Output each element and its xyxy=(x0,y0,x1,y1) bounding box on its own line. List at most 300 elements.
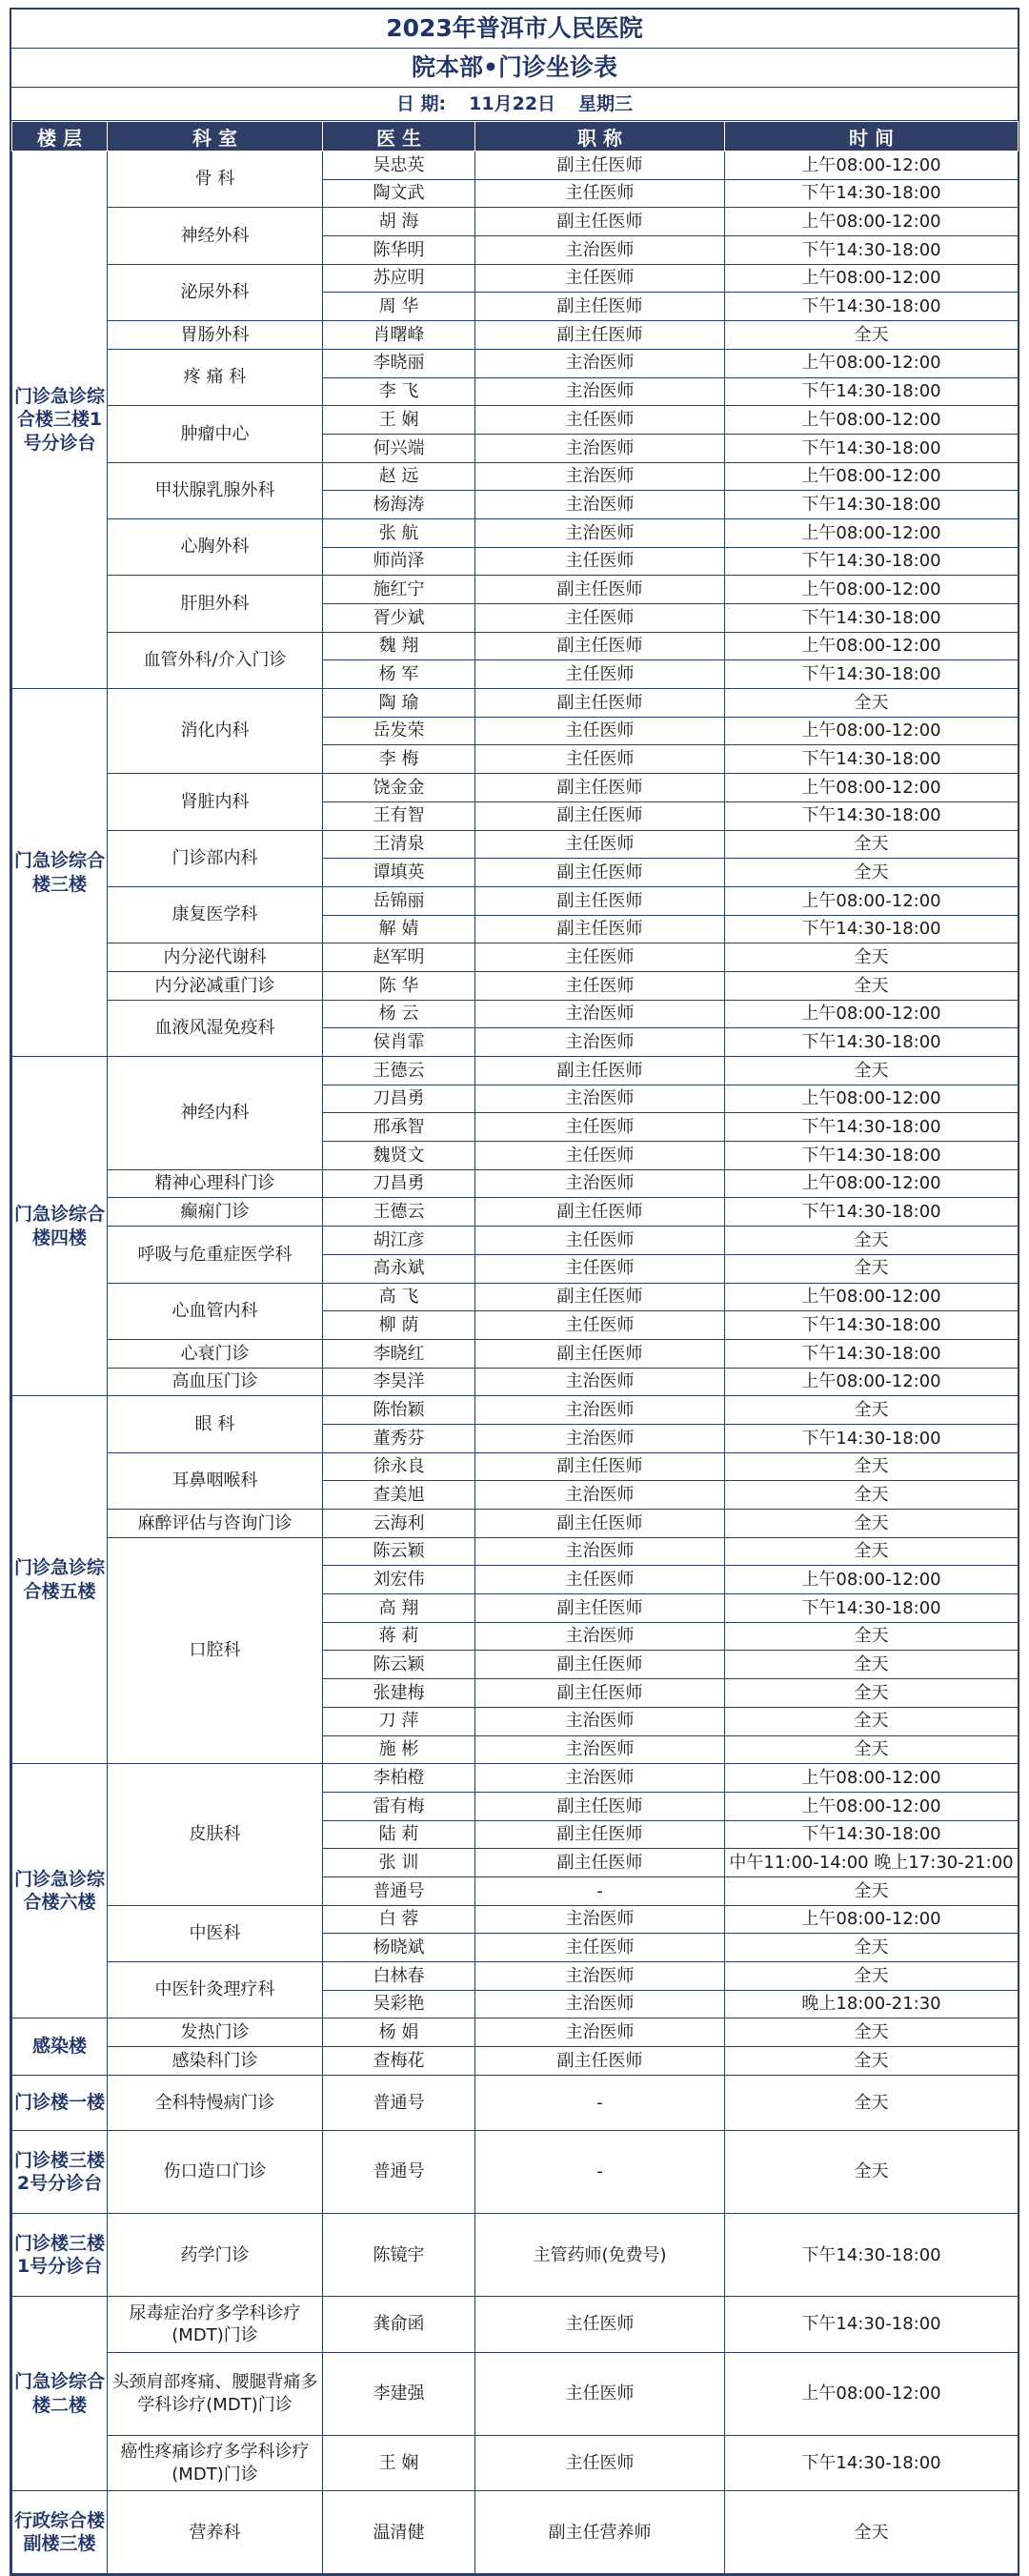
title-cell: 副主任医师 xyxy=(475,1198,725,1227)
doctor-cell: 刀昌勇 xyxy=(323,1169,475,1198)
title-cell: 主任医师 xyxy=(475,264,725,293)
department-cell: 胃肠外科 xyxy=(108,321,323,350)
table-row xyxy=(12,2047,1019,2076)
title-cell: 主任医师 xyxy=(475,1566,725,1594)
table-row xyxy=(12,264,1019,293)
time-cell: 全天 xyxy=(725,2075,1019,2130)
title-cell: 主治医师 xyxy=(475,491,725,519)
doctor-cell: 徐永良 xyxy=(323,1452,475,1481)
date-bar xyxy=(11,88,1018,121)
title-cell: 主治医师 xyxy=(475,1905,725,1934)
table-row xyxy=(12,1169,1019,1198)
time-cell: 全天 xyxy=(725,1057,1019,1085)
title-cell: 主治医师 xyxy=(475,2018,725,2047)
title-cell: 主任医师 xyxy=(475,943,725,972)
title-cell: 主任医师 xyxy=(475,2435,725,2490)
title-cell: 副主任医师 xyxy=(475,1452,725,1481)
table-row xyxy=(12,2075,1019,2130)
title-cell: 副主任医师 xyxy=(475,1594,725,1623)
title-cell: 副主任医师 xyxy=(475,886,725,915)
title-cell: 主治医师 xyxy=(475,1990,725,2018)
department-cell: 心衰门诊 xyxy=(108,1339,323,1368)
floor-cell: 门诊急诊综合楼五楼 xyxy=(12,1396,108,1764)
table-row xyxy=(12,462,1019,491)
time-cell: 下午14:30-18:00 xyxy=(725,236,1019,265)
page-title: 2023年普洱市人民医院 xyxy=(11,10,1018,49)
doctor-cell: 王清泉 xyxy=(323,830,475,859)
doctor-cell: 王 娴 xyxy=(323,406,475,435)
doctor-cell: 赵 远 xyxy=(323,462,475,491)
title-cell: 主任医师 xyxy=(475,2352,725,2435)
time-cell: 上午08:00-12:00 xyxy=(725,208,1019,236)
time-cell: 全天 xyxy=(725,1735,1019,1764)
title-cell: 主任医师 xyxy=(475,2297,725,2352)
doctor-cell: 杨 军 xyxy=(323,660,475,689)
doctor-cell: 陈镜宇 xyxy=(323,2214,475,2297)
time-cell: 全天 xyxy=(725,859,1019,887)
table-header-row xyxy=(12,122,1019,152)
table-row xyxy=(12,1198,1019,1227)
title-cell: 副主任医师 xyxy=(475,1820,725,1849)
column-header-doctor: 医 生 xyxy=(323,122,475,152)
page-subtitle: 院本部•门诊坐诊表 xyxy=(11,49,1018,88)
doctor-cell: 陶文武 xyxy=(323,179,475,208)
department-cell: 营养科 xyxy=(108,2491,323,2574)
department-cell: 头颈肩部疼痛、腰腿背痛多学科诊疗(MDT)门诊 xyxy=(108,2352,323,2435)
department-cell: 尿毒症治疗多学科诊疗(MDT)门诊 xyxy=(108,2297,323,2352)
title-cell: 副主任医师 xyxy=(475,1679,725,1708)
time-cell: 全天 xyxy=(725,943,1019,972)
time-cell: 下午14:30-18:00 xyxy=(725,660,1019,689)
table-row xyxy=(12,632,1019,660)
title-cell: 主治医师 xyxy=(475,1764,725,1793)
time-cell: 全天 xyxy=(725,321,1019,350)
title-cell: 主治医师 xyxy=(475,1424,725,1452)
department-cell: 肾脏内科 xyxy=(108,774,323,830)
table-row xyxy=(12,689,1019,718)
doctor-cell: 雷有梅 xyxy=(323,1792,475,1820)
doctor-cell: 胥少斌 xyxy=(323,604,475,633)
doctor-cell: 李晓红 xyxy=(323,1339,475,1368)
title-cell: 副主任医师 xyxy=(475,859,725,887)
department-cell: 全科特慢病门诊 xyxy=(108,2075,323,2130)
time-cell: 全天 xyxy=(725,1452,1019,1481)
floor-cell: 门诊楼一楼 xyxy=(12,2075,108,2130)
time-cell: 上午08:00-12:00 xyxy=(725,1792,1019,1820)
title-cell: 主任医师 xyxy=(475,547,725,576)
schedule-sheet xyxy=(10,8,1019,2576)
title-cell: 副主任医师 xyxy=(475,152,725,180)
table-row xyxy=(12,1537,1019,1566)
title-cell: 主治医师 xyxy=(475,1028,725,1057)
doctor-cell: 胡 海 xyxy=(323,208,475,236)
title-cell: 副主任医师 xyxy=(475,1339,725,1368)
column-header-title: 职 称 xyxy=(475,122,725,152)
doctor-cell: 柳 荫 xyxy=(323,1311,475,1340)
time-cell: 全天 xyxy=(725,2491,1019,2574)
table-row xyxy=(12,1764,1019,1793)
time-cell: 上午08:00-12:00 xyxy=(725,518,1019,547)
table-row xyxy=(12,886,1019,915)
time-cell: 下午14:30-18:00 xyxy=(725,1424,1019,1452)
title-cell: 副主任医师 xyxy=(475,801,725,830)
doctor-cell: 温清健 xyxy=(323,2491,475,2574)
title-cell: 主任医师 xyxy=(475,179,725,208)
time-cell: 上午08:00-12:00 xyxy=(725,2352,1019,2435)
title-cell: 副主任医师 xyxy=(475,915,725,943)
title-cell: 主任医师 xyxy=(475,971,725,1000)
doctor-cell: 蒋 莉 xyxy=(323,1622,475,1651)
doctor-cell: 谭填英 xyxy=(323,859,475,887)
title-cell: 副主任医师 xyxy=(475,2047,725,2076)
time-cell: 全天 xyxy=(725,1651,1019,1679)
department-cell: 内分泌减重门诊 xyxy=(108,971,323,1000)
time-cell: 上午08:00-12:00 xyxy=(725,462,1019,491)
title-cell: 主治医师 xyxy=(475,1707,725,1735)
doctor-cell: 胡江彦 xyxy=(323,1227,475,1255)
doctor-cell: 王有智 xyxy=(323,801,475,830)
department-cell: 发热门诊 xyxy=(108,2018,323,2047)
doctor-cell: 吴忠英 xyxy=(323,152,475,180)
table-row xyxy=(12,1339,1019,1368)
table-row xyxy=(12,1283,1019,1311)
department-cell: 精神心理科门诊 xyxy=(108,1169,323,1198)
doctor-cell: 龚俞函 xyxy=(323,2297,475,2352)
title-cell: 主治医师 xyxy=(475,518,725,547)
doctor-cell: 陈怡颖 xyxy=(323,1396,475,1425)
floor-cell: 门诊急诊综合楼三楼1号分诊台 xyxy=(12,152,108,689)
doctor-cell: 陆 莉 xyxy=(323,1820,475,1849)
title-cell: 副主任医师 xyxy=(475,1057,725,1085)
time-cell: 中午11:00-14:00 晚上17:30-21:00 xyxy=(725,1849,1019,1877)
title-cell: 主治医师 xyxy=(475,1622,725,1651)
time-cell: 上午08:00-12:00 xyxy=(725,774,1019,802)
doctor-cell: 魏贤文 xyxy=(323,1142,475,1170)
department-cell: 眼 科 xyxy=(108,1396,323,1452)
department-cell: 高血压门诊 xyxy=(108,1368,323,1396)
department-cell: 皮肤科 xyxy=(108,1764,323,1905)
table-row xyxy=(12,830,1019,859)
title-cell: 副主任医师 xyxy=(475,1283,725,1311)
time-cell: 上午08:00-12:00 xyxy=(725,1283,1019,1311)
doctor-cell: 吴彩艳 xyxy=(323,1990,475,2018)
floor-cell: 门急诊综合楼四楼 xyxy=(12,1057,108,1396)
title-cell: 副主任医师 xyxy=(475,1651,725,1679)
title-cell: 副主任医师 xyxy=(475,632,725,660)
table-row xyxy=(12,1227,1019,1255)
title-cell: 主任医师 xyxy=(475,1113,725,1142)
doctor-cell: 陈 华 xyxy=(323,971,475,1000)
department-cell: 消化内科 xyxy=(108,689,323,774)
doctor-cell: 肖曙峰 xyxy=(323,321,475,350)
time-cell: 下午14:30-18:00 xyxy=(725,1142,1019,1170)
time-cell: 下午14:30-18:00 xyxy=(725,801,1019,830)
doctor-cell: 师尚泽 xyxy=(323,547,475,576)
title-cell: 主治医师 xyxy=(475,236,725,265)
date-label: 日 期: xyxy=(395,93,447,114)
department-cell: 呼吸与危重症医学科 xyxy=(108,1227,323,1283)
doctor-cell: 陶 瑜 xyxy=(323,689,475,718)
doctor-cell: 普通号 xyxy=(323,1876,475,1905)
department-cell: 神经外科 xyxy=(108,208,323,264)
doctor-cell: 白林春 xyxy=(323,1962,475,1991)
table-row xyxy=(12,1057,1019,1085)
title-cell: 主治医师 xyxy=(475,1000,725,1028)
time-cell: 全天 xyxy=(725,1396,1019,1425)
table-row xyxy=(12,2435,1019,2490)
table-row xyxy=(12,406,1019,435)
doctor-cell: 杨海涛 xyxy=(323,491,475,519)
table-row xyxy=(12,321,1019,350)
title-cell: 主治医师 xyxy=(475,434,725,462)
doctor-cell: 普通号 xyxy=(323,2131,475,2214)
title-cell: 主治医师 xyxy=(475,1368,725,1396)
table-row xyxy=(12,208,1019,236)
time-cell: 上午08:00-12:00 xyxy=(725,886,1019,915)
time-cell: 上午08:00-12:00 xyxy=(725,1764,1019,1793)
department-cell: 康复医学科 xyxy=(108,886,323,943)
time-cell: 全天 xyxy=(725,1481,1019,1510)
title-cell: 主任医师 xyxy=(475,717,725,745)
time-cell: 上午08:00-12:00 xyxy=(725,349,1019,377)
doctor-cell: 高永斌 xyxy=(323,1254,475,1283)
title-cell: 主治医师 xyxy=(475,1481,725,1510)
time-cell: 全天 xyxy=(725,830,1019,859)
time-cell: 全天 xyxy=(725,2047,1019,2076)
department-cell: 肝胆外科 xyxy=(108,576,323,632)
department-cell: 中医科 xyxy=(108,1905,323,1961)
time-cell: 全天 xyxy=(725,2018,1019,2047)
time-cell: 下午14:30-18:00 xyxy=(725,1311,1019,1340)
time-cell: 上午08:00-12:00 xyxy=(725,1169,1019,1198)
department-cell: 感染科门诊 xyxy=(108,2047,323,2076)
title-cell: 主治医师 xyxy=(475,1537,725,1566)
doctor-cell: 李建强 xyxy=(323,2352,475,2435)
time-cell: 下午14:30-18:00 xyxy=(725,2435,1019,2490)
doctor-cell: 查梅花 xyxy=(323,2047,475,2076)
doctor-cell: 王德云 xyxy=(323,1057,475,1085)
time-cell: 全天 xyxy=(725,1622,1019,1651)
doctor-cell: 魏 翔 xyxy=(323,632,475,660)
department-cell: 泌尿外科 xyxy=(108,264,323,320)
department-cell: 麻醉评估与咨询门诊 xyxy=(108,1510,323,1538)
doctor-cell: 杨晓斌 xyxy=(323,1934,475,1962)
time-cell: 上午08:00-12:00 xyxy=(725,717,1019,745)
time-cell: 全天 xyxy=(725,1876,1019,1905)
doctor-cell: 白 蓉 xyxy=(323,1905,475,1934)
time-cell: 下午14:30-18:00 xyxy=(725,1339,1019,1368)
doctor-cell: 杨 云 xyxy=(323,1000,475,1028)
doctor-cell: 杨 娟 xyxy=(323,2018,475,2047)
floor-cell: 门急诊综合楼二楼 xyxy=(12,2297,108,2491)
table-row xyxy=(12,1905,1019,1934)
department-cell: 内分泌代谢科 xyxy=(108,943,323,972)
time-cell: 上午08:00-12:00 xyxy=(725,1905,1019,1934)
table-row xyxy=(12,1368,1019,1396)
doctor-cell: 王德云 xyxy=(323,1198,475,1227)
table-row xyxy=(12,2491,1019,2574)
doctor-cell: 李 飞 xyxy=(323,377,475,406)
time-cell: 下午14:30-18:00 xyxy=(725,1594,1019,1623)
title-cell: 副主任医师 xyxy=(475,774,725,802)
table-row xyxy=(12,1000,1019,1028)
schedule-table xyxy=(11,121,1019,2574)
doctor-cell: 董秀芬 xyxy=(323,1424,475,1452)
time-cell: 上午08:00-12:00 xyxy=(725,406,1019,435)
doctor-cell: 云海利 xyxy=(323,1510,475,1538)
time-cell: 下午14:30-18:00 xyxy=(725,179,1019,208)
title-cell: 副主任医师 xyxy=(475,1510,725,1538)
time-cell: 全天 xyxy=(725,971,1019,1000)
table-row xyxy=(12,1510,1019,1538)
title-cell: 主任医师 xyxy=(475,1934,725,1962)
floor-cell: 行政综合楼副楼三楼 xyxy=(12,2491,108,2574)
department-cell: 肿瘤中心 xyxy=(108,406,323,462)
floor-cell: 门诊楼三楼1号分诊台 xyxy=(12,2214,108,2297)
time-cell: 全天 xyxy=(725,1679,1019,1708)
time-cell: 下午14:30-18:00 xyxy=(725,745,1019,774)
date-value: 11月22日 xyxy=(469,93,556,114)
title-cell: 主任医师 xyxy=(475,604,725,633)
floor-cell: 感染楼 xyxy=(12,2018,108,2075)
doctor-cell: 饶金金 xyxy=(323,774,475,802)
title-cell: 主治医师 xyxy=(475,1396,725,1425)
time-cell: 全天 xyxy=(725,1537,1019,1566)
time-cell: 下午14:30-18:00 xyxy=(725,547,1019,576)
time-cell: 全天 xyxy=(725,1510,1019,1538)
table-row xyxy=(12,774,1019,802)
title-cell: 主任医师 xyxy=(475,660,725,689)
time-cell: 上午08:00-12:00 xyxy=(725,152,1019,180)
title-cell: - xyxy=(475,2075,725,2130)
department-cell: 药学门诊 xyxy=(108,2214,323,2297)
time-cell: 下午14:30-18:00 xyxy=(725,377,1019,406)
time-cell: 下午14:30-18:00 xyxy=(725,604,1019,633)
title-cell: 主治医师 xyxy=(475,1735,725,1764)
doctor-cell: 陈云颖 xyxy=(323,1537,475,1566)
department-cell: 骨 科 xyxy=(108,152,323,208)
title-cell: 主治医师 xyxy=(475,377,725,406)
weekday-value: 星期三 xyxy=(578,93,634,114)
title-cell: 副主任医师 xyxy=(475,1849,725,1877)
doctor-cell: 侯肖霏 xyxy=(323,1028,475,1057)
title-cell: 副主任医师 xyxy=(475,1792,725,1820)
table-row xyxy=(12,518,1019,547)
doctor-cell: 李昊洋 xyxy=(323,1368,475,1396)
table-row xyxy=(12,1452,1019,1481)
doctor-cell: 张 训 xyxy=(323,1849,475,1877)
department-cell: 癌性疼痛诊疗多学科诊疗(MDT)门诊 xyxy=(108,2435,323,2490)
doctor-cell: 陈云颖 xyxy=(323,1651,475,1679)
department-cell: 甲状腺乳腺外科 xyxy=(108,462,323,518)
table-row xyxy=(12,2352,1019,2435)
title-cell: 主任医师 xyxy=(475,406,725,435)
department-cell: 耳鼻咽喉科 xyxy=(108,1452,323,1509)
department-cell: 门诊部内科 xyxy=(108,830,323,886)
doctor-cell: 岳发荣 xyxy=(323,717,475,745)
title-cell: 副主任医师 xyxy=(475,293,725,321)
time-cell: 全天 xyxy=(725,1707,1019,1735)
title-cell: 主任医师 xyxy=(475,745,725,774)
title-cell: 主治医师 xyxy=(475,1169,725,1198)
table-row xyxy=(12,152,1019,180)
doctor-cell: 李晓丽 xyxy=(323,349,475,377)
table-row xyxy=(12,1396,1019,1425)
title-cell: - xyxy=(475,1876,725,1905)
time-cell: 全天 xyxy=(725,1934,1019,1962)
time-cell: 下午14:30-18:00 xyxy=(725,915,1019,943)
title-cell: 副主任医师 xyxy=(475,208,725,236)
title-cell: 主任医师 xyxy=(475,1227,725,1255)
table-body xyxy=(12,152,1019,2574)
department-cell: 血管外科/介入门诊 xyxy=(108,632,323,688)
table-row xyxy=(12,2214,1019,2297)
title-cell: 主任医师 xyxy=(475,1311,725,1340)
doctor-cell: 查美旭 xyxy=(323,1481,475,1510)
table-row xyxy=(12,2297,1019,2352)
title-cell: 主治医师 xyxy=(475,462,725,491)
doctor-cell: 普通号 xyxy=(323,2075,475,2130)
table-row xyxy=(12,2131,1019,2214)
doctor-cell: 李 梅 xyxy=(323,745,475,774)
title-cell: 主治医师 xyxy=(475,349,725,377)
title-cell: 主管药师(免费号) xyxy=(475,2214,725,2297)
title-cell: 主任医师 xyxy=(475,1142,725,1170)
doctor-cell: 施红宁 xyxy=(323,576,475,604)
time-cell: 下午14:30-18:00 xyxy=(725,1820,1019,1849)
floor-cell: 门诊楼三楼2号分诊台 xyxy=(12,2131,108,2214)
time-cell: 全天 xyxy=(725,1254,1019,1283)
time-cell: 下午14:30-18:00 xyxy=(725,293,1019,321)
table-row xyxy=(12,1962,1019,1991)
floor-cell: 门诊急诊综合楼六楼 xyxy=(12,1764,108,2018)
time-cell: 上午08:00-12:00 xyxy=(725,1368,1019,1396)
floor-cell: 门急诊综合楼三楼 xyxy=(12,689,108,1057)
doctor-cell: 何兴端 xyxy=(323,434,475,462)
time-cell: 上午08:00-12:00 xyxy=(725,576,1019,604)
doctor-cell: 赵军明 xyxy=(323,943,475,972)
department-cell: 心血管内科 xyxy=(108,1283,323,1339)
table-row xyxy=(12,2018,1019,2047)
time-cell: 上午08:00-12:00 xyxy=(725,264,1019,293)
time-cell: 上午08:00-12:00 xyxy=(725,1085,1019,1113)
doctor-cell: 陈华明 xyxy=(323,236,475,265)
time-cell: 上午08:00-12:00 xyxy=(725,632,1019,660)
time-cell: 下午14:30-18:00 xyxy=(725,1113,1019,1142)
title-cell: 主治医师 xyxy=(475,1085,725,1113)
doctor-cell: 刀昌勇 xyxy=(323,1085,475,1113)
column-header-department: 科 室 xyxy=(108,122,323,152)
time-cell: 下午14:30-18:00 xyxy=(725,2297,1019,2352)
doctor-cell: 解 婧 xyxy=(323,915,475,943)
department-cell: 伤口造口门诊 xyxy=(108,2131,323,2214)
column-header-time: 时 间 xyxy=(725,122,1019,152)
doctor-cell: 王 娴 xyxy=(323,2435,475,2490)
department-cell: 神经内科 xyxy=(108,1057,323,1170)
time-cell: 下午14:30-18:00 xyxy=(725,434,1019,462)
title-cell: - xyxy=(475,2131,725,2214)
doctor-cell: 高 飞 xyxy=(323,1283,475,1311)
title-cell: 主任医师 xyxy=(475,830,725,859)
department-cell: 中医针灸理疗科 xyxy=(108,1962,323,2018)
doctor-cell: 刀 萍 xyxy=(323,1707,475,1735)
time-cell: 下午14:30-18:00 xyxy=(725,2214,1019,2297)
doctor-cell: 张建梅 xyxy=(323,1679,475,1708)
department-cell: 口腔科 xyxy=(108,1537,323,1764)
title-cell: 副主任营养师 xyxy=(475,2491,725,2574)
department-cell: 血液风湿免疫科 xyxy=(108,1000,323,1056)
doctor-cell: 岳锦丽 xyxy=(323,886,475,915)
